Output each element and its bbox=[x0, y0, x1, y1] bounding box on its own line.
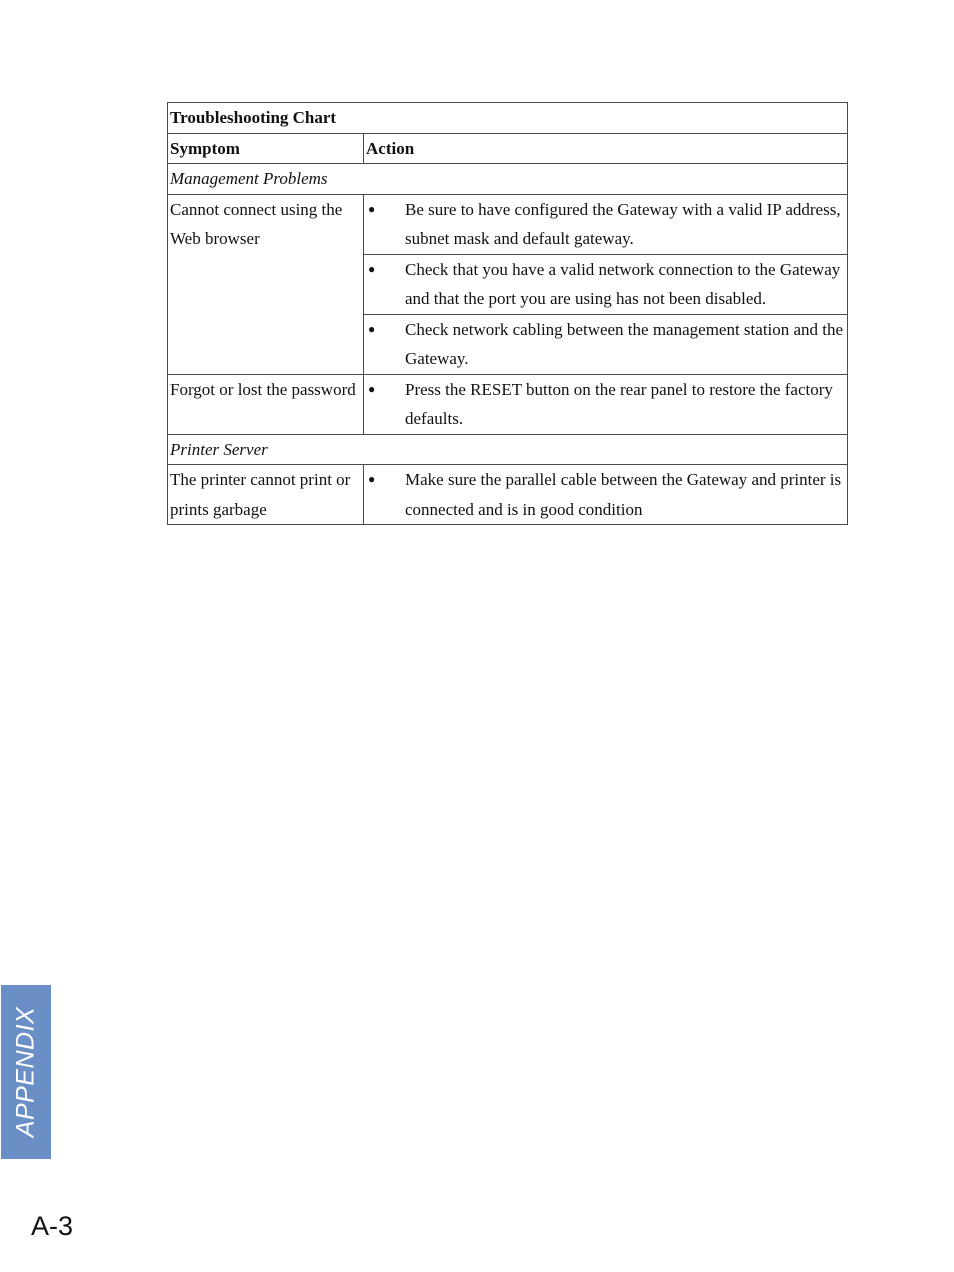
chart-title: Troubleshooting Chart bbox=[168, 103, 848, 134]
section-heading-management-problems: Management Problems bbox=[168, 164, 848, 195]
action-header: Action bbox=[364, 133, 848, 164]
header-row bbox=[168, 133, 848, 164]
appendix-tab-label: APPENDIX bbox=[11, 1006, 40, 1138]
action-text: Check that you have a valid network connection to the Gateway and that the port you are using has not been disabled. bbox=[405, 259, 841, 308]
chart-title-row bbox=[168, 103, 848, 134]
table-row bbox=[168, 194, 848, 254]
bullet-icon: ● bbox=[368, 261, 376, 276]
table-row bbox=[168, 374, 848, 434]
section-heading-printer-server: Printer Server bbox=[168, 434, 848, 465]
bullet-icon: ● bbox=[368, 381, 376, 396]
symptom-cell: Cannot connect using the Web browser bbox=[168, 194, 364, 374]
bullet-icon: ● bbox=[368, 201, 376, 216]
action-cell bbox=[364, 254, 848, 314]
troubleshooting-chart bbox=[167, 102, 848, 525]
action-cell bbox=[364, 465, 848, 525]
page-number: A-3 bbox=[31, 1211, 74, 1241]
action-text: Be sure to have configured the Gateway with a valid IP address, subnet mask and default gateway. bbox=[405, 199, 841, 248]
table-row bbox=[168, 465, 848, 525]
action-text: Make sure the parallel cable between the Gateway and printer is connected and is in good condition bbox=[405, 470, 842, 519]
section-row bbox=[168, 164, 848, 195]
action-item bbox=[366, 195, 845, 254]
action-cell bbox=[364, 374, 848, 434]
symptom-header: Symptom bbox=[168, 133, 364, 164]
section-row bbox=[168, 434, 848, 465]
bullet-icon: ● bbox=[368, 472, 376, 486]
action-cell bbox=[364, 194, 848, 254]
action-item bbox=[366, 375, 845, 434]
action-item bbox=[366, 255, 845, 314]
symptom-cell: Forgot or lost the password bbox=[168, 374, 364, 434]
symptom-cell: The printer cannot print or prints garbage bbox=[168, 465, 364, 525]
bullet-icon: ● bbox=[368, 321, 376, 336]
action-text: Check network cabling between the management station and the Gateway. bbox=[405, 319, 844, 368]
action-item bbox=[366, 465, 845, 524]
action-item bbox=[366, 315, 845, 374]
action-cell bbox=[364, 314, 848, 374]
appendix-side-tab bbox=[1, 985, 51, 1159]
action-text: Press the RESET button on the rear panel to restore the factory defaults. bbox=[405, 379, 833, 428]
